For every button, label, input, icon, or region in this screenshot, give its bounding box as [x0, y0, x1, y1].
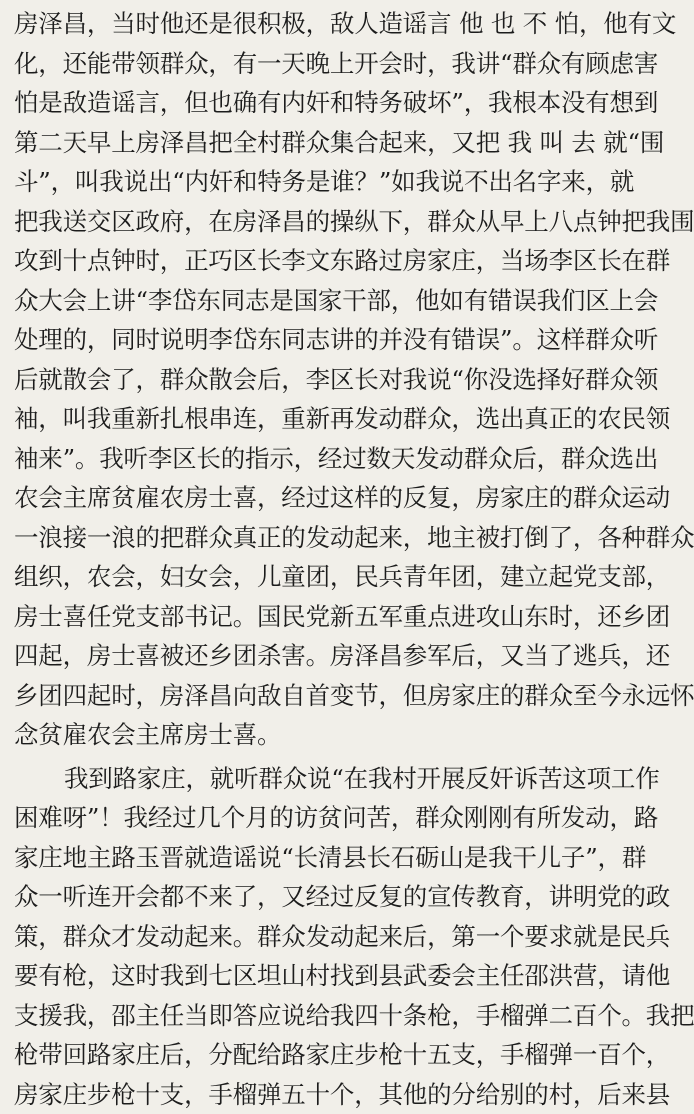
- text-line-23: 众一听连开会都不来了，又经过反复的宣传教育，讲明党的政: [14, 877, 628, 917]
- text-line-8: 众大会上讲“李岱东同志是国家干部，他如有错误我们区上会: [14, 281, 628, 321]
- text-line-13: 农会主席贫雇农房士喜，经过这样的反复，房家庄的群众运动: [14, 478, 628, 518]
- text-line-5: 斗”，叫我说出“内奸和特务是谁？”如我说不出名字来，就: [14, 162, 628, 202]
- text-line-26: 支援我，邵主任当即答应说给我四十条枪，手榴弹二百个。我把: [14, 996, 628, 1036]
- text-line-10: 后就散会了，群众散会后，李区长对我说“你没选择好群众领: [14, 360, 628, 400]
- text-line-25: 要有枪，这时我到七区坦山村找到县武委会主任邵洪营，请他: [14, 956, 628, 996]
- text-line-4: 第二天早上房泽昌把全村群众集合起来，又把 我 叫 去 就“围: [14, 123, 628, 163]
- text-line-22: 家庄地主路玉晋就造谣说“长清县长石砺山是我干儿子”，群: [14, 838, 628, 878]
- text-line-16: 房士喜任党支部书记。国民党新五军重点进攻山东时，还乡团: [14, 597, 628, 637]
- text-line-21: 困难呀”！我经过几个月的访贫问苦，群众刚刚有所发动，路: [14, 798, 628, 838]
- text-line-17: 四起，房士喜被还乡团杀害。房泽昌参军后，又当了逃兵，还: [14, 636, 628, 676]
- text-line-9: 处理的，同时说明李岱东同志讲的并没有错误”。这样群众听: [14, 320, 628, 360]
- text-line-24: 策，群众才发动起来。群众发动起来后，第一个要求就是民兵: [14, 917, 628, 957]
- text-line-12: 袖来”。我听李区长的指示，经过数天发动群众后，群众选出: [14, 439, 628, 479]
- text-line-18: 乡团四起时，房泽昌向敌自首变节，但房家庄的群众至今永远怀: [14, 676, 628, 716]
- text-line-19: 念贫雇农会主席房士喜。: [14, 715, 628, 755]
- text-line-27: 枪带回路家庄后，分配给路家庄步枪十五支，手榴弹一百个，: [14, 1035, 628, 1075]
- text-line-15: 组织，农会，妇女会，儿童团，民兵青年团，建立起党支部，: [14, 557, 628, 597]
- text-line-28: 房家庄步枪十支，手榴弹五十个，其他的分给别的村，后来县: [14, 1075, 628, 1114]
- text-line-20: 我到路家庄，就听群众说“在我村开展反奸诉苦这项工作: [14, 759, 628, 799]
- text-line-14: 一浪接一浪的把群众真正的发动起来，地主被打倒了，各种群众: [14, 518, 628, 558]
- text-line-1: 房泽昌，当时他还是很积极，敌人造谣言 他 也 不 怕，他有文: [14, 4, 628, 44]
- text-line-7: 攻到十点钟时，正巧区长李文东路过房家庄，当场李区长在群: [14, 241, 628, 281]
- text-line-6: 把我送交区政府，在房泽昌的操纵下，群众从早上八点钟把我围: [14, 202, 628, 242]
- text-line-11: 袖，叫我重新扎根串连，重新再发动群众，选出真正的农民领: [14, 399, 628, 439]
- text-line-2: 化，还能带领群众，有一天晚上开会时，我讲“群众有顾虑害: [14, 44, 628, 84]
- text-line-3: 怕是敌造谣言，但也确有内奸和特务破坏”，我根本没有想到: [14, 83, 628, 123]
